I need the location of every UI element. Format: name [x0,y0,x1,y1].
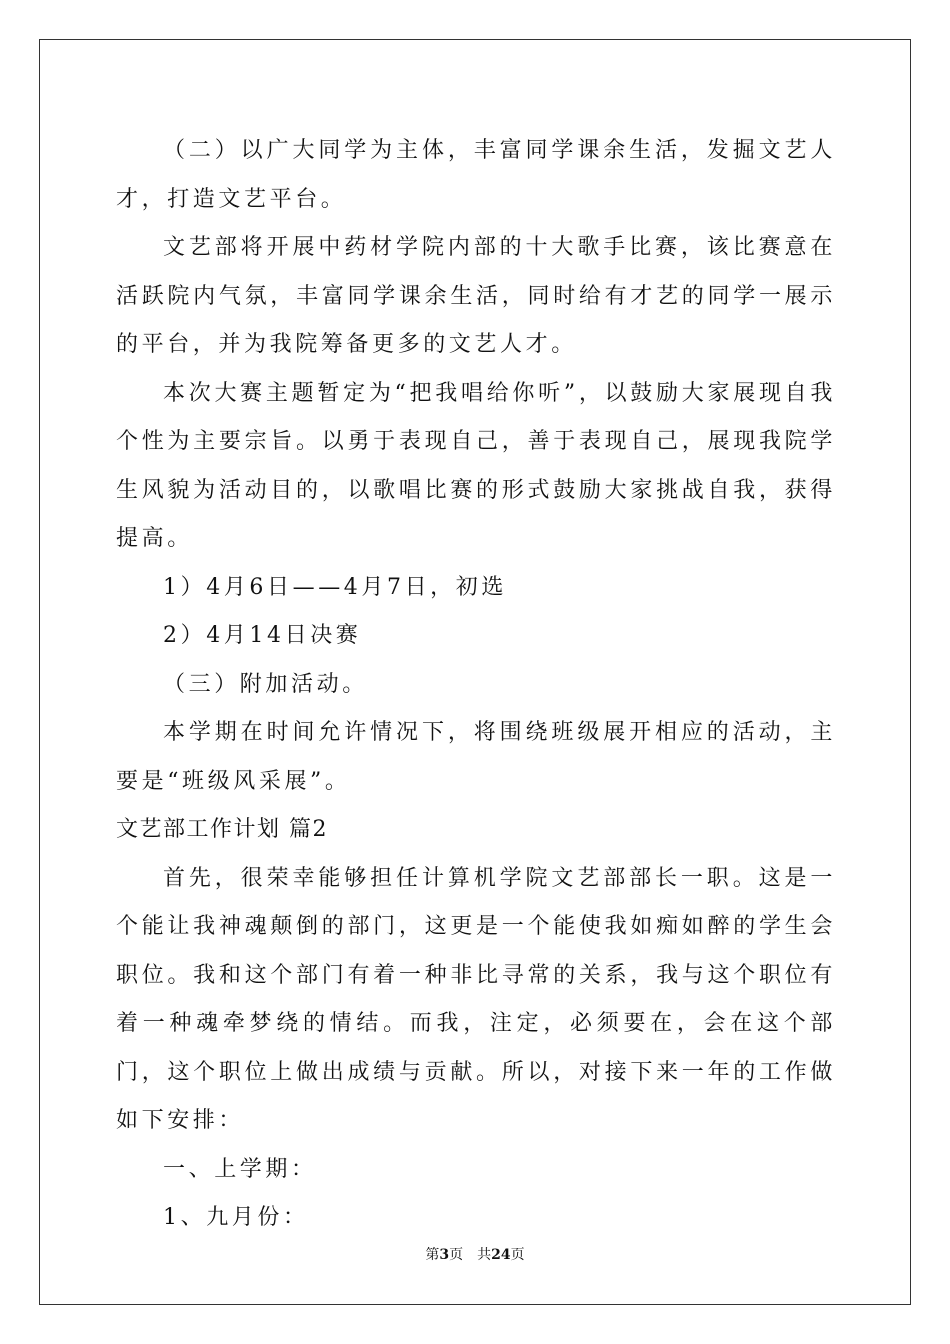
page-prefix: 第 [425,1247,440,1263]
paragraph: 本学期在时间允许情况下，将围绕班级展开相应的活动，主要是“班级风采展”。 [116,720,836,794]
section-heading: 文艺部工作计划 篇2 [116,817,328,842]
paragraph: 本次大赛主题暂定为“把我唱给你听”，以鼓励大家展现自我个性为主要宗旨。以勇于表现自己，善于表现自己，展现我院学生风貌为活动目的，以歌唱比赛的形式鼓励大家挑战自我，获得提高。 [116,380,836,551]
paragraph: 文艺部将开展中药材学院内部的十大歌手比赛，该比赛意在活跃院内气氛，丰富同学课余生活，同时给有才艺的同学一展示的平台，并为我院筹备更多的文艺人才。 [116,235,836,357]
subheading: 1、九月份： [163,1205,309,1230]
current-page-number: 3 [439,1247,450,1263]
page-footer [0,1244,950,1264]
total-page-number: 24 [491,1247,511,1263]
document-body [116,127,836,1243]
page-suffix: 页 [449,1247,464,1263]
list-item: 1）4月6日——4月7日，初选 [163,574,507,600]
paragraph: （二）以广大同学为主体，丰富同学课余生活，发掘文艺人才，打造文艺平台。 [116,138,836,212]
subheading: 一、上学期： [163,1156,317,1182]
total-prefix: 共 [477,1247,492,1263]
subheading: （三）附加活动。 [163,671,368,697]
total-suffix: 页 [510,1247,525,1263]
paragraph: 首先，很荣幸能够担任计算机学院文艺部部长一职。这是一个能让我神魂颠倒的部门，这更是一个能使我如痴如醉的学生会职位。我和这个部门有着一种非比寻常的关系，我与这个职位有着一种魂牵梦绕的情结。而我，注定，必须要在，会在这个部门，这个职位上做出成绩与贡献。所以，对接下来一年的工作做如下安排： [116,865,836,1133]
list-item: 2）4月14日决赛 [163,623,362,648]
